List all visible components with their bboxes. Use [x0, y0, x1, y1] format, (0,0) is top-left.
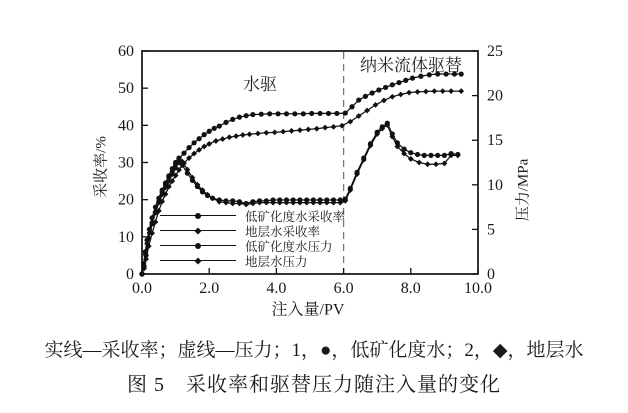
svg-text:10: 10: [118, 228, 134, 246]
svg-text:2.0: 2.0: [199, 280, 220, 297]
legend-item: [160, 209, 345, 222]
svg-text:50: 50: [118, 80, 134, 98]
legend-item-label: 低矿化度水采收率: [245, 209, 346, 224]
diamond-marker-icon: [194, 257, 201, 264]
circle-marker-icon: [195, 213, 201, 219]
legend-item: [160, 254, 345, 267]
svg-text:20: 20: [487, 87, 503, 105]
legend-item: [160, 239, 345, 252]
caption-title: 图 5 采收率和驱替压力随注入量的变化: [127, 374, 501, 396]
svg-text:4.0: 4.0: [266, 280, 287, 297]
svg-text:60: 60: [118, 43, 134, 60]
region-label-water-flooding: 水驱: [243, 75, 277, 94]
legend-item: [160, 224, 345, 237]
legend-item-label: 地层水采收率: [245, 224, 321, 239]
svg-text:8.0: 8.0: [400, 280, 421, 297]
legend-item-label: 地层水压力: [245, 254, 308, 269]
svg-text:30: 30: [118, 154, 134, 172]
y-axis-title-right: 压力/MPa: [515, 158, 532, 222]
svg-text:6.0: 6.0: [333, 280, 354, 297]
x-axis-title: 注入量/PV: [271, 301, 345, 319]
svg-text:0: 0: [126, 266, 134, 283]
svg-text:15: 15: [487, 132, 503, 150]
svg-text:10.0: 10.0: [464, 280, 492, 297]
svg-text:20: 20: [118, 191, 134, 209]
svg-text:5: 5: [487, 221, 495, 239]
svg-text:25: 25: [487, 43, 503, 60]
y-axis-title-left: 采收率/%: [93, 136, 110, 198]
region-label-nanofluid: 纳米流体驱替: [360, 56, 462, 75]
svg-text:40: 40: [118, 117, 134, 135]
svg-text:0: 0: [487, 266, 495, 283]
legend-item-label: 低矿化度水压力: [245, 239, 333, 254]
svg-text:10: 10: [487, 176, 503, 194]
diamond-marker-icon: [194, 227, 201, 234]
svg-text:0.0: 0.0: [132, 280, 152, 297]
circle-marker-icon: [195, 243, 201, 249]
legend: [160, 209, 345, 267]
caption-notes: 实线—采收率；虚线—压力；1，●，低矿化度水；2，◆，地层水: [44, 340, 584, 361]
